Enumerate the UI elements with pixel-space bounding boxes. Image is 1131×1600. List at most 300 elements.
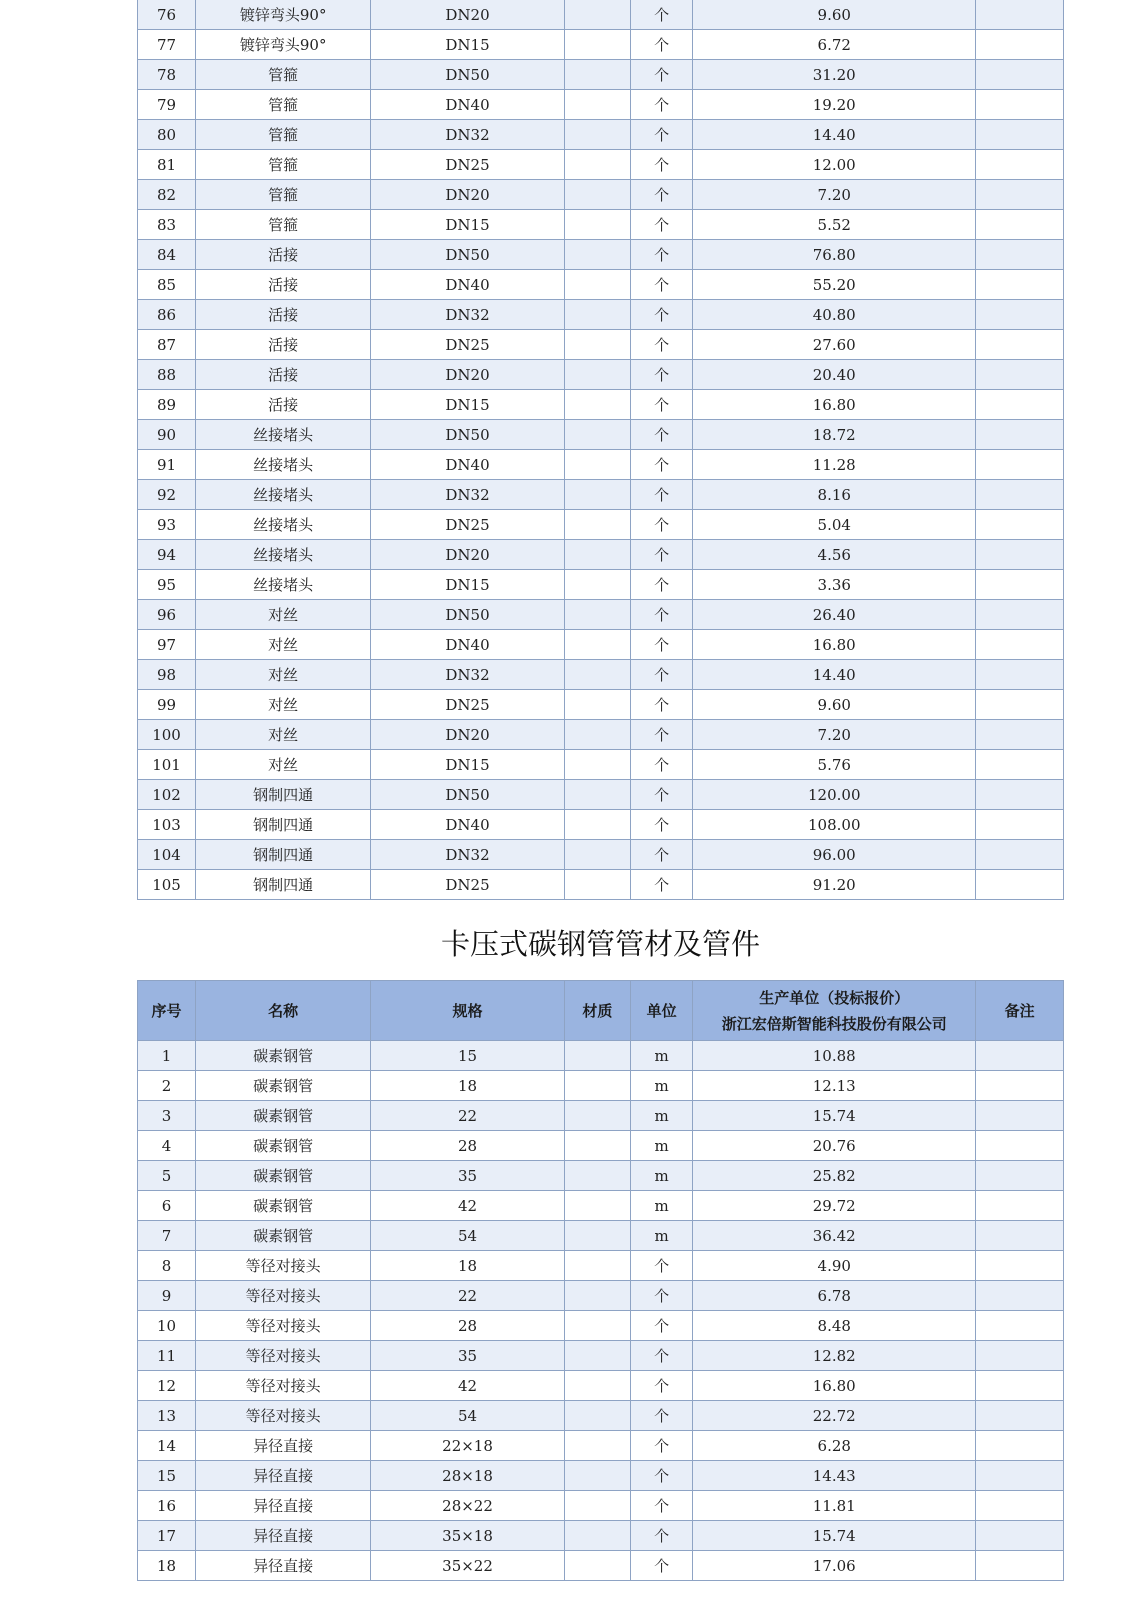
cell-note xyxy=(976,450,1064,480)
cell-material xyxy=(564,30,630,60)
cell-no: 76 xyxy=(138,0,196,30)
table-row xyxy=(138,1521,1064,1551)
cell-no: 79 xyxy=(138,90,196,120)
cell-note xyxy=(976,390,1064,420)
cell-no: 95 xyxy=(138,570,196,600)
cell-spec: DN20 xyxy=(371,540,565,570)
cell-price: 3.36 xyxy=(693,570,976,600)
cell-spec: 35 xyxy=(371,1161,565,1191)
cell-unit: m xyxy=(631,1131,693,1161)
cell-material xyxy=(564,420,630,450)
cell-unit: 个 xyxy=(631,30,693,60)
cell-material xyxy=(564,1401,630,1431)
cell-material xyxy=(564,1101,630,1131)
cell-name: 活接 xyxy=(196,360,371,390)
cell-note xyxy=(976,1161,1064,1191)
cell-spec: DN40 xyxy=(371,450,565,480)
cell-name: 活接 xyxy=(196,330,371,360)
cell-name: 管箍 xyxy=(196,180,371,210)
cell-price: 12.82 xyxy=(693,1341,976,1371)
cell-price: 108.00 xyxy=(693,810,976,840)
section-title: 卡压式碳钢管管材及管件 xyxy=(440,927,760,961)
cell-price: 6.72 xyxy=(693,30,976,60)
header-price-line1: 生产单位（投标报价） xyxy=(759,988,910,1007)
table-row xyxy=(138,150,1064,180)
cell-name: 镀锌弯头90° xyxy=(196,30,371,60)
cell-material xyxy=(564,210,630,240)
cell-no: 18 xyxy=(138,1551,196,1581)
table-row xyxy=(138,1131,1064,1161)
cell-unit: 个 xyxy=(631,180,693,210)
cell-note xyxy=(976,1131,1064,1161)
cell-no: 77 xyxy=(138,30,196,60)
cell-spec: DN40 xyxy=(371,630,565,660)
cell-note xyxy=(976,1341,1064,1371)
cell-unit: 个 xyxy=(631,1251,693,1281)
cell-note xyxy=(976,720,1064,750)
cell-note xyxy=(976,1221,1064,1251)
table-row xyxy=(138,630,1064,660)
cell-no: 81 xyxy=(138,150,196,180)
cell-spec: 28 xyxy=(371,1131,565,1161)
cell-price: 9.60 xyxy=(693,0,976,30)
cell-spec: 22 xyxy=(371,1101,565,1131)
cell-spec: 54 xyxy=(371,1401,565,1431)
cell-no: 96 xyxy=(138,600,196,630)
cell-no: 5 xyxy=(138,1161,196,1191)
cell-price: 26.40 xyxy=(693,600,976,630)
cell-name: 丝接堵头 xyxy=(196,450,371,480)
cell-material xyxy=(564,570,630,600)
cell-material xyxy=(564,660,630,690)
cell-price: 19.20 xyxy=(693,90,976,120)
cell-unit: 个 xyxy=(631,810,693,840)
cell-unit: 个 xyxy=(631,870,693,900)
cell-spec: DN32 xyxy=(371,300,565,330)
cell-unit: 个 xyxy=(631,1491,693,1521)
cell-material xyxy=(564,1371,630,1401)
cell-unit: 个 xyxy=(631,1371,693,1401)
cell-note xyxy=(976,780,1064,810)
cell-note xyxy=(976,1191,1064,1221)
cell-no: 7 xyxy=(138,1221,196,1251)
cell-spec: DN15 xyxy=(371,570,565,600)
cell-spec: 35 xyxy=(371,1341,565,1371)
cell-no: 82 xyxy=(138,180,196,210)
table-row xyxy=(138,1491,1064,1521)
table-row xyxy=(138,180,1064,210)
cell-spec: DN20 xyxy=(371,0,565,30)
cell-material xyxy=(564,60,630,90)
cell-note xyxy=(976,360,1064,390)
cell-name: 等径对接头 xyxy=(196,1311,371,1341)
cell-name: 钢制四通 xyxy=(196,810,371,840)
cell-unit: 个 xyxy=(631,510,693,540)
cell-unit: m xyxy=(631,1221,693,1251)
cell-spec: DN40 xyxy=(371,270,565,300)
table-row xyxy=(138,510,1064,540)
cell-name: 管箍 xyxy=(196,90,371,120)
cell-material xyxy=(564,450,630,480)
table-body xyxy=(138,0,1064,900)
cell-unit: 个 xyxy=(631,1281,693,1311)
table-row xyxy=(138,1461,1064,1491)
cell-unit: 个 xyxy=(631,570,693,600)
cell-spec: DN32 xyxy=(371,660,565,690)
table-row xyxy=(138,360,1064,390)
cell-no: 11 xyxy=(138,1341,196,1371)
price-table-continued xyxy=(137,0,1064,900)
cell-name: 活接 xyxy=(196,270,371,300)
cell-note xyxy=(976,120,1064,150)
cell-material xyxy=(564,840,630,870)
cell-price: 4.56 xyxy=(693,540,976,570)
cell-name: 管箍 xyxy=(196,210,371,240)
cell-price: 14.40 xyxy=(693,120,976,150)
cell-no: 16 xyxy=(138,1491,196,1521)
cell-material xyxy=(564,510,630,540)
cell-name: 活接 xyxy=(196,240,371,270)
cell-material xyxy=(564,360,630,390)
cell-note xyxy=(976,1311,1064,1341)
cell-material xyxy=(564,1041,630,1071)
table-row xyxy=(138,870,1064,900)
cell-unit: 个 xyxy=(631,90,693,120)
cell-spec: 54 xyxy=(371,1221,565,1251)
cell-price: 9.60 xyxy=(693,690,976,720)
cell-note xyxy=(976,90,1064,120)
cell-material xyxy=(564,780,630,810)
cell-no: 104 xyxy=(138,840,196,870)
cell-price: 20.40 xyxy=(693,360,976,390)
cell-spec: DN50 xyxy=(371,600,565,630)
cell-material xyxy=(564,240,630,270)
cell-name: 对丝 xyxy=(196,720,371,750)
cell-unit: 个 xyxy=(631,840,693,870)
cell-material xyxy=(564,1221,630,1251)
table-row xyxy=(138,1431,1064,1461)
cell-price: 11.28 xyxy=(693,450,976,480)
table-row xyxy=(138,600,1064,630)
cell-note xyxy=(976,330,1064,360)
cell-name: 镀锌弯头90° xyxy=(196,0,371,30)
cell-no: 80 xyxy=(138,120,196,150)
cell-no: 78 xyxy=(138,60,196,90)
cell-material xyxy=(564,1281,630,1311)
cell-unit: 个 xyxy=(631,300,693,330)
cell-no: 91 xyxy=(138,450,196,480)
cell-price: 27.60 xyxy=(693,330,976,360)
cell-no: 17 xyxy=(138,1521,196,1551)
cell-material xyxy=(564,1431,630,1461)
cell-no: 84 xyxy=(138,240,196,270)
cell-unit: m xyxy=(631,1041,693,1071)
cell-note xyxy=(976,180,1064,210)
cell-note xyxy=(976,1551,1064,1581)
cell-no: 102 xyxy=(138,780,196,810)
cell-note xyxy=(976,540,1064,570)
table-row xyxy=(138,420,1064,450)
cell-price: 22.72 xyxy=(693,1401,976,1431)
cell-no: 15 xyxy=(138,1461,196,1491)
cell-price: 7.20 xyxy=(693,180,976,210)
cell-note xyxy=(976,690,1064,720)
cell-note xyxy=(976,30,1064,60)
cell-no: 98 xyxy=(138,660,196,690)
cell-price: 40.80 xyxy=(693,300,976,330)
cell-price: 17.06 xyxy=(693,1551,976,1581)
cell-name: 异径直接 xyxy=(196,1461,371,1491)
cell-price: 20.76 xyxy=(693,1131,976,1161)
header-price xyxy=(693,981,976,1041)
cell-note xyxy=(976,0,1064,30)
cell-no: 4 xyxy=(138,1131,196,1161)
cell-material xyxy=(564,1461,630,1491)
cell-price: 15.74 xyxy=(693,1521,976,1551)
cell-spec: DN50 xyxy=(371,240,565,270)
cell-name: 丝接堵头 xyxy=(196,570,371,600)
cell-note xyxy=(976,300,1064,330)
cell-material xyxy=(564,120,630,150)
cell-material xyxy=(564,480,630,510)
cell-name: 管箍 xyxy=(196,150,371,180)
cell-price: 18.72 xyxy=(693,420,976,450)
cell-price: 8.48 xyxy=(693,1311,976,1341)
cell-material xyxy=(564,1071,630,1101)
cell-spec: DN25 xyxy=(371,690,565,720)
cell-price: 55.20 xyxy=(693,270,976,300)
cell-material xyxy=(564,720,630,750)
cell-name: 碳素钢管 xyxy=(196,1161,371,1191)
cell-name: 对丝 xyxy=(196,690,371,720)
cell-unit: 个 xyxy=(631,60,693,90)
cell-name: 管箍 xyxy=(196,60,371,90)
cell-material xyxy=(564,330,630,360)
cell-spec: DN50 xyxy=(371,60,565,90)
cell-no: 89 xyxy=(138,390,196,420)
cell-no: 94 xyxy=(138,540,196,570)
cell-spec: 18 xyxy=(371,1251,565,1281)
cell-no: 13 xyxy=(138,1401,196,1431)
cell-note xyxy=(976,210,1064,240)
cell-no: 14 xyxy=(138,1431,196,1461)
cell-note xyxy=(976,1371,1064,1401)
table-row xyxy=(138,780,1064,810)
cell-spec: DN20 xyxy=(371,720,565,750)
cell-unit: 个 xyxy=(631,1311,693,1341)
cell-spec: DN15 xyxy=(371,30,565,60)
cell-spec: DN40 xyxy=(371,810,565,840)
table-body xyxy=(138,1041,1064,1581)
cell-unit: 个 xyxy=(631,1401,693,1431)
cell-unit: 个 xyxy=(631,690,693,720)
cell-note xyxy=(976,630,1064,660)
cell-material xyxy=(564,1161,630,1191)
cell-unit: 个 xyxy=(631,1431,693,1461)
cell-material xyxy=(564,180,630,210)
cell-no: 103 xyxy=(138,810,196,840)
cell-material xyxy=(564,1311,630,1341)
cell-price: 5.52 xyxy=(693,210,976,240)
cell-spec: DN25 xyxy=(371,870,565,900)
table-row xyxy=(138,1161,1064,1191)
cell-no: 92 xyxy=(138,480,196,510)
table-row xyxy=(138,1281,1064,1311)
cell-price: 12.00 xyxy=(693,150,976,180)
cell-material xyxy=(564,90,630,120)
cell-spec: DN15 xyxy=(371,750,565,780)
cell-no: 85 xyxy=(138,270,196,300)
cell-spec: DN15 xyxy=(371,210,565,240)
cell-spec: DN15 xyxy=(371,390,565,420)
cell-price: 5.76 xyxy=(693,750,976,780)
cell-unit: m xyxy=(631,1071,693,1101)
cell-unit: 个 xyxy=(631,480,693,510)
carbon-steel-pipe-table xyxy=(137,980,1064,1581)
cell-material xyxy=(564,1521,630,1551)
cell-material xyxy=(564,150,630,180)
table-row xyxy=(138,450,1064,480)
cell-note xyxy=(976,840,1064,870)
cell-unit: 个 xyxy=(631,240,693,270)
cell-name: 碳素钢管 xyxy=(196,1131,371,1161)
cell-name: 异径直接 xyxy=(196,1551,371,1581)
cell-material xyxy=(564,870,630,900)
cell-price: 11.81 xyxy=(693,1491,976,1521)
table-row xyxy=(138,90,1064,120)
cell-name: 活接 xyxy=(196,390,371,420)
cell-name: 丝接堵头 xyxy=(196,510,371,540)
header-spec: 规格 xyxy=(371,981,565,1041)
table-row xyxy=(138,1251,1064,1281)
cell-unit: 个 xyxy=(631,780,693,810)
table-row xyxy=(138,1371,1064,1401)
cell-note xyxy=(976,1281,1064,1311)
cell-no: 105 xyxy=(138,870,196,900)
cell-price: 25.82 xyxy=(693,1161,976,1191)
header-note: 备注 xyxy=(976,981,1064,1041)
table-row xyxy=(138,1401,1064,1431)
cell-price: 91.20 xyxy=(693,870,976,900)
cell-name: 碳素钢管 xyxy=(196,1221,371,1251)
cell-price: 7.20 xyxy=(693,720,976,750)
cell-name: 活接 xyxy=(196,300,371,330)
cell-note xyxy=(976,1101,1064,1131)
table-row xyxy=(138,1191,1064,1221)
cell-unit: 个 xyxy=(631,450,693,480)
cell-name: 等径对接头 xyxy=(196,1251,371,1281)
cell-note xyxy=(976,420,1064,450)
table-row xyxy=(138,720,1064,750)
cell-unit: m xyxy=(631,1191,693,1221)
cell-material xyxy=(564,300,630,330)
cell-unit: 个 xyxy=(631,600,693,630)
cell-price: 29.72 xyxy=(693,1191,976,1221)
cell-price: 15.74 xyxy=(693,1101,976,1131)
cell-no: 90 xyxy=(138,420,196,450)
cell-name: 异径直接 xyxy=(196,1521,371,1551)
cell-name: 对丝 xyxy=(196,600,371,630)
cell-spec: DN40 xyxy=(371,90,565,120)
cell-spec: 42 xyxy=(371,1371,565,1401)
header-name: 名称 xyxy=(196,981,371,1041)
cell-name: 丝接堵头 xyxy=(196,540,371,570)
cell-spec: 15 xyxy=(371,1041,565,1071)
cell-no: 9 xyxy=(138,1281,196,1311)
cell-price: 6.78 xyxy=(693,1281,976,1311)
cell-name: 对丝 xyxy=(196,750,371,780)
cell-note xyxy=(976,270,1064,300)
table-row xyxy=(138,1551,1064,1581)
cell-no: 100 xyxy=(138,720,196,750)
table-row xyxy=(138,1101,1064,1131)
table-header xyxy=(138,981,1064,1041)
cell-note xyxy=(976,150,1064,180)
cell-price: 12.13 xyxy=(693,1071,976,1101)
cell-price: 76.80 xyxy=(693,240,976,270)
cell-material xyxy=(564,1191,630,1221)
cell-no: 97 xyxy=(138,630,196,660)
cell-material xyxy=(564,1251,630,1281)
cell-price: 6.28 xyxy=(693,1431,976,1461)
cell-unit: 个 xyxy=(631,1341,693,1371)
cell-note xyxy=(976,1251,1064,1281)
table-row xyxy=(138,210,1064,240)
cell-name: 碳素钢管 xyxy=(196,1041,371,1071)
cell-price: 36.42 xyxy=(693,1221,976,1251)
cell-material xyxy=(564,540,630,570)
cell-material xyxy=(564,690,630,720)
cell-note xyxy=(976,60,1064,90)
cell-spec: DN50 xyxy=(371,780,565,810)
cell-note xyxy=(976,660,1064,690)
header-unit: 单位 xyxy=(631,981,693,1041)
cell-note xyxy=(976,810,1064,840)
table-row xyxy=(138,570,1064,600)
cell-no: 2 xyxy=(138,1071,196,1101)
cell-unit: 个 xyxy=(631,150,693,180)
table-row xyxy=(138,330,1064,360)
table-row xyxy=(138,750,1064,780)
cell-note xyxy=(976,1491,1064,1521)
cell-spec: 35×18 xyxy=(371,1521,565,1551)
cell-no: 1 xyxy=(138,1041,196,1071)
cell-price: 31.20 xyxy=(693,60,976,90)
table-row xyxy=(138,1041,1064,1071)
cell-note xyxy=(976,240,1064,270)
cell-unit: 个 xyxy=(631,540,693,570)
cell-name: 钢制四通 xyxy=(196,870,371,900)
cell-material xyxy=(564,270,630,300)
cell-name: 管箍 xyxy=(196,120,371,150)
table-row xyxy=(138,270,1064,300)
cell-name: 丝接堵头 xyxy=(196,480,371,510)
cell-spec: DN32 xyxy=(371,120,565,150)
cell-note xyxy=(976,1401,1064,1431)
cell-material xyxy=(564,0,630,30)
cell-note xyxy=(976,510,1064,540)
cell-note xyxy=(976,600,1064,630)
cell-unit: 个 xyxy=(631,720,693,750)
table-row xyxy=(138,540,1064,570)
table-row xyxy=(138,480,1064,510)
table-row xyxy=(138,390,1064,420)
cell-name: 丝接堵头 xyxy=(196,420,371,450)
cell-unit: 个 xyxy=(631,1551,693,1581)
cell-note xyxy=(976,870,1064,900)
cell-material xyxy=(564,1491,630,1521)
cell-note xyxy=(976,1431,1064,1461)
